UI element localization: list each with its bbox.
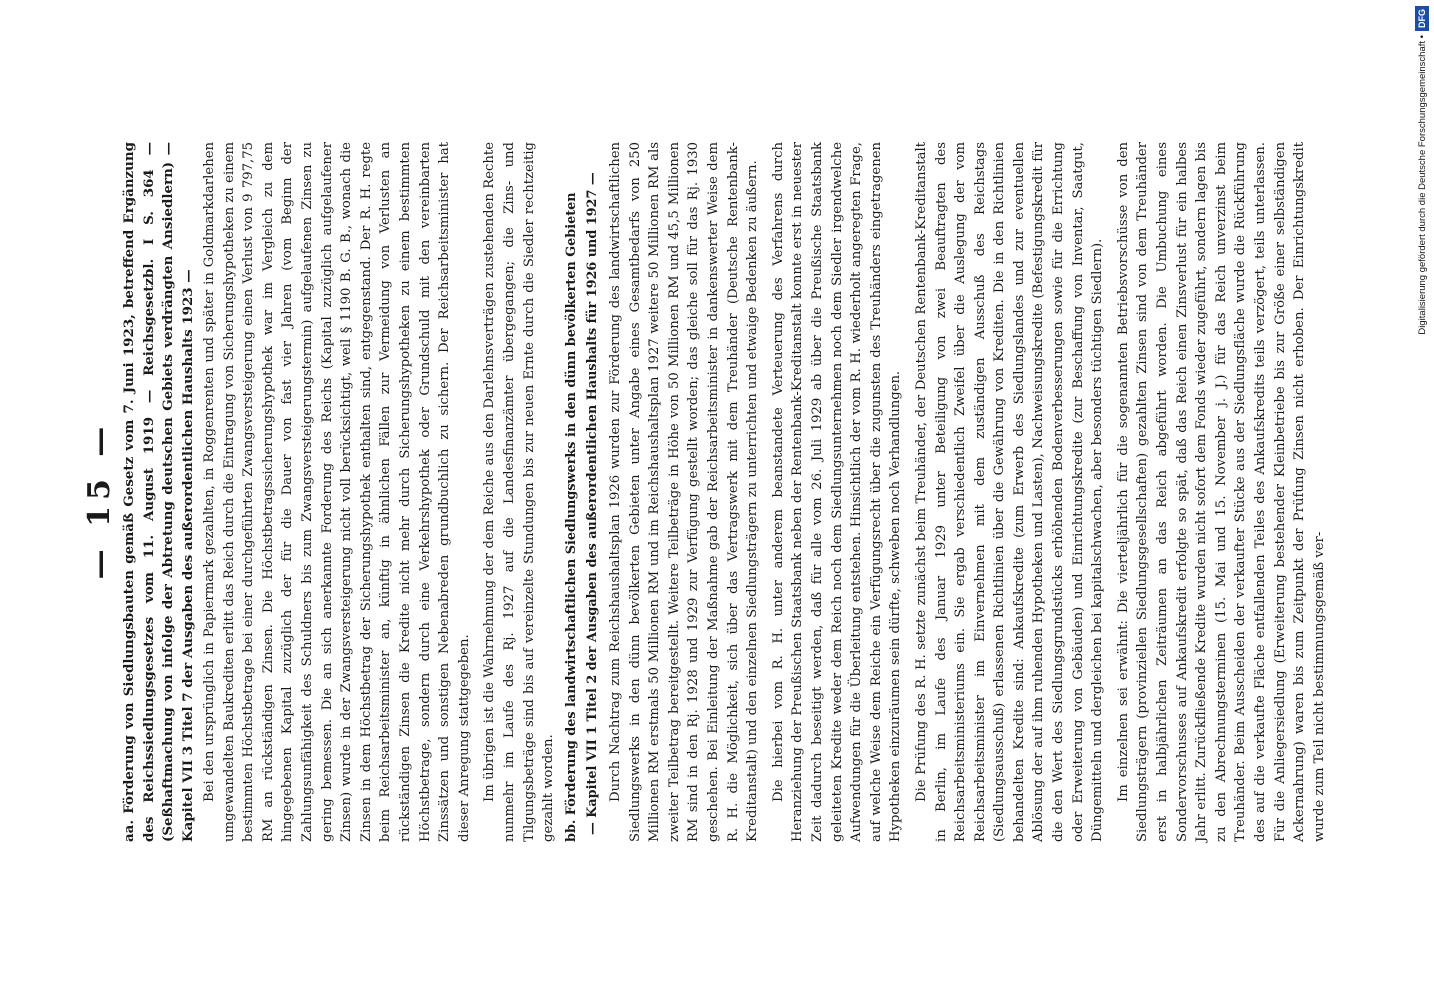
section-b-paragraph-4: Im einzelnen sei erwähnt: Die vierteljährlich für die sogenannten Betriebsvorschüsse von den Siedlungsträgern (provinziellen Siedlungsgesellschaften) gezahlten Zinsen sind von dem Treuhänder erst in halbjährlichen Zeiträumen an das Reich abgeführt worden. Die Umbuchung eines Sondervorschusses auf Ankaufskredit erfolgte so spät, daß das Reich einen Zinsverlust für ein halbes Jahr erlitt. Zurückfließende Kredite wurden nicht sofort dem Fonds wieder zugeführt, sondern lagen bis zu den Abrechnungsterminen (15. Mai und 15. November j. J.) für das Reich unverzinst beim Treuhänder. Beim Ausscheiden der verkaufter Stücke aus der Siedlungsfläche wurde die Rückführung des auf die verkaufte Fläche entfallenden Teiles des Ankaufskredits teils verzögert, teils unterlassen. Für die Anliegersiedlung (Erweiterung bestehender Kleinbetriebe bis zur Größe einer selbständigen Ackernahrung) waren bis zum Zeitpunkt der Prüfung Zinsen nicht erhoben. Der Einrichtungskredit wurde zum Teil nicht bestimmungsgemäß ver-: [1115, 142, 1327, 842]
section-b-paragraph-2: Die hierbei vom R. H. unter anderem beanstandete Verteuerung des Verfahrens durch Heranziehung der Preußischen Staatsbank neben der Rentenbank-Kreditanstalt konnte erst in neuester Zeit dadurch beseitigt werden, daß für alle vom 26. Juli 1929 ab über die Preußische Staatsbank geleiteten Kredite weder dem Reich noch dem Siedlungsunternehmen noch dem Siedler irgendwelche Aufwendungen für die Überleitung entstehen. Hinsichtlich der vom R. H. wiederholt angeregten Frage, auf welche Weise dem Reiche ein Verfügungsrecht über die zugunsten des Treuhänders eingetragenen Hypotheken einzuräumen sein dürfte, schweben noch Verhandlungen.: [770, 142, 904, 842]
section-b-paragraph-3: Die Prüfung des R. H. setzte zunächst beim Treuhänder, der Deutschen Rentenbank-Kreditanstalt in Berlin, im Laufe des Januar 1929 unter Beteiligung von zwei Beauftragten des Reichsarbeitsministeriums ein. Sie ergab verschiedentlich Zweifel über die Auslegung der vom Reichsarbeitsminister im Einvernehmen mit dem zuständigen Ausschuß des Reichstags (Siedlungsausschuß) erlassenen Richtlinien über die Gewährung von Krediten. Die in den Richtlinien behandelten Kredite sind: Ankaufskredite (zum Erwerb des Siedlungslandes und zur eventuellen Ablösung der auf ihm ruhenden Hypotheken und Lasten), Nachweisungskredite (Befestigungskredit für die den Wert des Siedlungsgrundstücks erhöhenden Bodenverbesserungen sowie für die Errichtung oder Erweiterung von Gebäuden) und Einrichtungskredite (zur Beschaffung von Inventar, Saatgut, Düngemitteln und dergleichen bei kapitalschwachen, aber besonders tüchtigen Siedlern).: [913, 142, 1106, 842]
section-a-paragraph-1: Bei den ursprünglich in Papiermark gezahlten, in Roggenrenten und später in Goldmarkdarlehen umgewandelten Baukrediten erlitt das Reich durch die Eintragung von Sicherungshypotheken zu einem bestimmten Höchstbetrage bei einer durchgeführten Zwangsversteigerung einen Verlust von 9 797,75 RM an rückständigen Zinsen. Die Höchstbetragssicherungshypothek war im Vergleich zu dem hingegebenen Kapital zuzüglich der für die Dauer von fast vier Jahren (vom Beginn der Zahlungsunfähigkeit des Schuldners bis zum Zwangsversteigerungstermin) aufgelaufenen Zinsen zu gering bemessen. Die an sich anerkannte Forderung des Reichs (Kapital zuzüglich aufgelaufener Zinsen) wurde in der Zwangsversteigerung nicht voll berücksichtigt, weil § 1190 B. G. B., wonach die Zinsen in dem Höchstbetrag der Sicherungshypothek enthalten sind, entgegenstand. Der R. H. regte beim Reichsarbeitsminister an, künftig in ähnlichen Fällen zur Vermeidung von Verlusten an rückständigen Zinsen die Kredite nicht mehr durch Sicherungshypotheken zu einem bestimmten Höchstbetrage, sondern durch eine Verkehrshypothek oder Grundschuld mit den vereinbarten Zinssätzen und sonstigen Nebenabreden grundbuchlich zu sichern. Der Reichsarbeitsminister hat dieser Anregung stattgegeben.: [202, 142, 472, 842]
section-b-paragraph-1: Durch Nachtrag zum Reichshaushaltsplan 1926 wurden zur Förderung des landwirtschaftlichen Siedlungswerks in den dünn bevölkerten Gebieten unter Angabe eines Gesamtbedarfs von 250 Millionen RM erstmals 50 Millionen RM und im Reichshaushaltsplan 1927 weitere 50 Millionen RM als zweiter Teilbetrag bereitgestellt. Weitere Teilbeträge in Höhe von 50 Millionen RM und 45,5 Millionen RM sind in den Rj. 1928 und 1929 zur Verfügung gestellt worden; das gleiche soll für das Rj. 1930 geschehen. Bei Einleitung der Maßnahme gab der Reichsarbeitsminister in dankenswerter Weise dem R. H. die Möglichkeit, sich über das Vertragswerk mit dem Treuhänder (Deutsche Rentenbank-Kreditanstalt) und den einzelnen Siedlungsträgern zu unterrichten und etwaige Bedenken zu äußern.: [608, 142, 761, 842]
digitization-credit: [1414, 6, 1432, 996]
section-a-paragraph-2: Im übrigen ist die Wahrnehmung der dem Reiche aus den Darlehnsverträgen zustehenden Rechte nunmehr im Laufe des Rj. 1927 auf die Landesfinanzämter übergegangen; die Zins- und Tilgungsbeträge sind bis auf vereinzelte Stundungen bis zur neuen Ernte durch die Siedler rechtzeitig gezahlt worden.: [482, 142, 557, 842]
page-number: — 15 —: [82, 420, 117, 580]
section-b-body: [606, 142, 1329, 842]
dfg-logo-badge: DFG: [1415, 6, 1429, 31]
section-a-body: [200, 142, 559, 842]
section-a-heading: aa. Förderung von Siedlungsbauten gemäß Gesetz vom 7. Juni 1923, betreffend Ergänzung des Reichssiedlungsgesetzes vom 11. August 1919 — Reichsgesetzbl. I S. 364 — (Seßhaftmachung von infolge der Abtretung deutschen Gebiets verdrängten Ansiedlern) — Kapitel VII 3 Titel 7 der Ausgaben des außerordentlichen Haushalts 1923 —: [121, 142, 196, 842]
section-b-subheading: — Kapitel VII 1 Titel 2 der Ausgaben des außerordentlichen Haushalts für 1926 und 1927 —: [585, 172, 600, 835]
section-b-heading: bb. Förderung des landwirtschaftlichen Siedlungswerks in den dünn bevölkerten Gebieten: [564, 192, 579, 842]
credit-text: Digitalisierung gefördert durch die Deutsche Forschungsgemeinschaft •: [1417, 35, 1428, 335]
